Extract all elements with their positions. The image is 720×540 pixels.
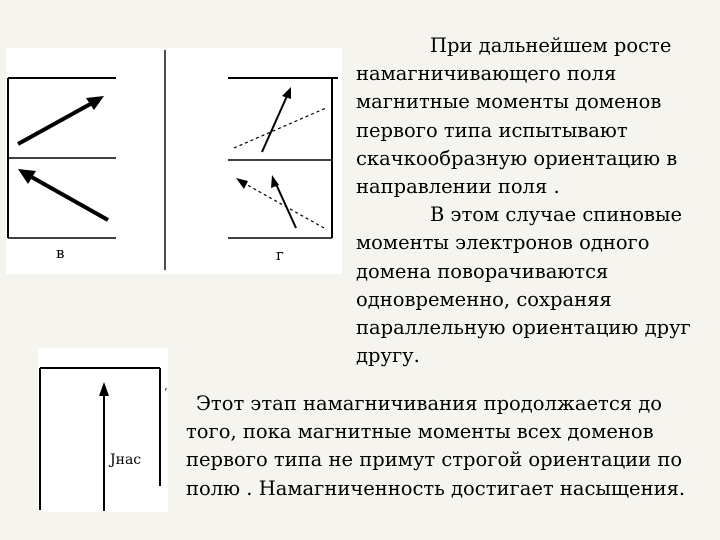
paragraph1-line: В этом случае спиновые	[430, 203, 683, 227]
diagram-top-background	[6, 48, 342, 274]
panel-g-label: г	[276, 246, 284, 264]
paragraph2-line: первого типа не примут строгой ориентации по	[186, 448, 683, 472]
paragraph1-line: намагничивающего поля	[356, 62, 617, 86]
panel-v-label: в	[56, 244, 65, 262]
paragraph1-line: одновременно, сохраняя	[356, 287, 612, 311]
domain-diagram-top-svg	[6, 48, 342, 274]
domain-diagram-top	[6, 48, 342, 274]
paragraph1-line: домена поворачиваются	[356, 259, 609, 283]
paragraph2-line: полю . Намагниченность достигает насыщения.	[186, 476, 686, 500]
paragraph1-line: моменты электронов одного	[356, 231, 650, 255]
paragraph1-line: параллельную ориентацию друг	[356, 316, 691, 340]
paragraph1-line: первого типа испытывают	[356, 118, 628, 142]
paragraph1-line: магнитные моменты доменов	[356, 90, 662, 114]
paragraph2-line: того, пока магнитные моменты всех доменов	[186, 420, 654, 444]
paragraph1-line: скачкообразную ориентацию в	[356, 146, 678, 170]
paragraph1-line: направлении поля .	[356, 175, 560, 199]
paragraph-domain-orientation	[356, 32, 692, 370]
domain-diagram-saturation	[38, 348, 168, 512]
paragraph-saturation	[186, 390, 706, 503]
paragraph2-line: Этот этап намагничивания продолжается до	[196, 392, 662, 415]
saturation-panel-tick-mark: ’	[164, 386, 168, 399]
paragraph1-line: При дальнейшем росте	[430, 34, 672, 57]
paragraph1-line: другу.	[356, 344, 420, 368]
domain-diagram-saturation-svg	[38, 348, 168, 512]
saturation-magnetization-label: Jнас	[110, 452, 142, 468]
